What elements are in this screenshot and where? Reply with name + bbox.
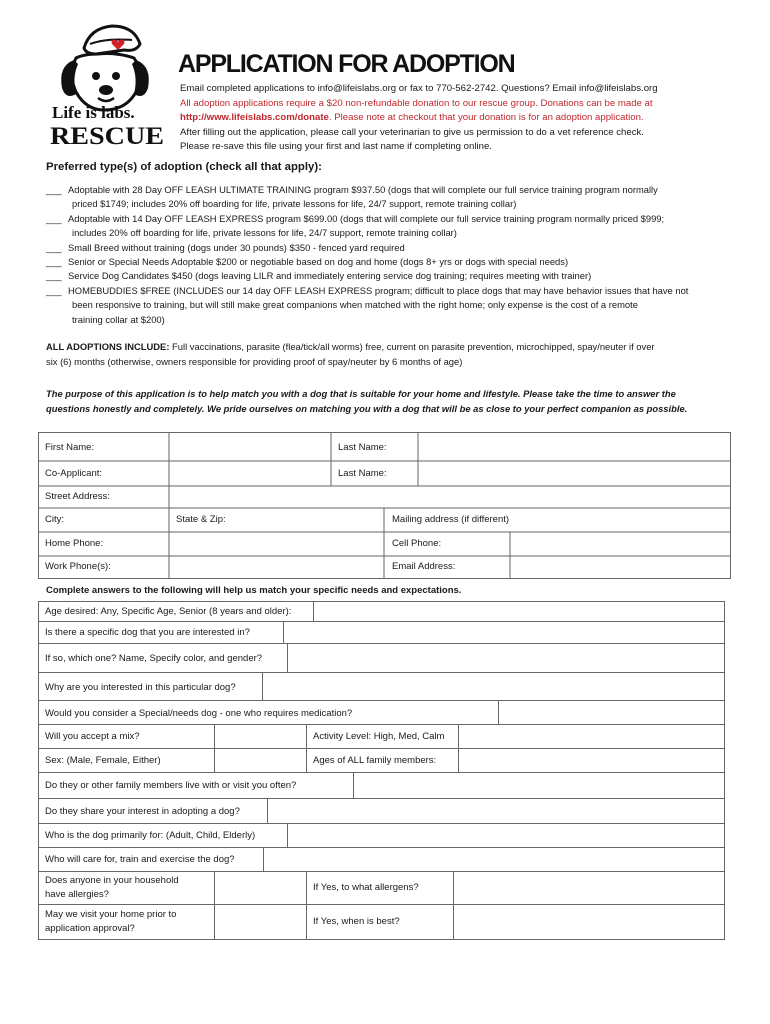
activity-level-field[interactable] (458, 724, 725, 749)
intro-vet: After filling out the application, please call your veterinarian to give us permission to do a vet reference check. (180, 126, 644, 138)
check-blank[interactable]: ___ (46, 184, 62, 195)
sex-field[interactable] (214, 748, 307, 773)
which-one-field[interactable] (287, 643, 725, 673)
allergies-field[interactable] (214, 871, 307, 905)
why-interested-label: Why are you interested in this particular dog? (45, 682, 236, 693)
cell-phone-field[interactable] (511, 533, 730, 555)
why-interested-field[interactable] (262, 672, 725, 701)
option-text-cont: priced $1749; includes 20% off boarding for life, private lessons for life, 24/7 support, remote training collar) (72, 198, 517, 210)
last-name-label: Last Name: (338, 442, 387, 453)
age-desired-field[interactable] (313, 601, 725, 622)
cell-phone-label: Cell Phone: (392, 538, 442, 549)
which-one-label: If so, which one? Name, Specify color, and gender? (45, 653, 263, 664)
check-blank[interactable]: ___ (46, 212, 62, 224)
city-label: City: (45, 514, 64, 525)
last-name-field[interactable] (419, 433, 730, 460)
activity-level-label: Activity Level: High, Med, Calm (313, 731, 445, 742)
home-phone-field[interactable] (170, 533, 383, 555)
option-text: Small Breed without training (dogs under 30 pounds) $350 - fenced yard required (68, 241, 405, 253)
check-blank[interactable]: ___ (46, 241, 62, 253)
when-best-field[interactable] (453, 904, 725, 940)
includes-label: ALL ADOPTIONS INCLUDE: (46, 341, 170, 352)
co-last-name-field[interactable] (419, 462, 730, 485)
first-name-label: First Name: (45, 442, 95, 453)
visit-field[interactable] (214, 904, 307, 940)
preferred-heading: Preferred type(s) of adoption (check all that apply): (46, 161, 322, 173)
street-address-label: Street Address: (45, 491, 110, 502)
purpose-line: The purpose of this application is to help match you with a dog that is suitable for your home and lifestyle. Please take the time to answer the (46, 388, 676, 399)
option-text: HOMEBUDDIES $FREE (INCLUDES our 14 day OFF LEASH EXPRESS program; difficult to place dogs that may have behavior issues that have not (68, 284, 689, 296)
home-phone-label: Home Phone: (45, 538, 104, 549)
option-text: Adoptable with 28 Day OFF LEASH ULTIMATE TRAINING program $937.50 (dogs that will complete our full service training program normally (68, 184, 658, 195)
option-text-cont: been responsive to training, but will still make great companions when matched with the right home; only expense is the cost of a remote (72, 299, 638, 311)
intro-email: Email completed applications to info@lifeislabs.org or fax to 770-562-2742. Questions? Email info@lifeislabs.org (180, 83, 658, 94)
option-text: Service Dog Candidates $450 (dogs leaving LILR and immediately entering service dog training; requires meeting with trainer) (68, 270, 592, 282)
family-live-label: Do they or other family members live with or visit you often? (45, 780, 297, 791)
work-phone-label: Work Phone(s): (45, 561, 111, 572)
street-address-field[interactable] (170, 487, 730, 507)
includes-text-cont: six (6) months (otherwise, owners responsible for providing proof of spay/neuter by 6 months of age) (46, 355, 463, 367)
when-best-label: If Yes, when is best? (313, 916, 400, 927)
page-title: APPLICATION FOR ADOPTION (178, 50, 515, 78)
share-interest-label: Do they share your interest in adopting a dog? (45, 806, 240, 817)
sex-label: Sex: (Male, Female, Either) (45, 755, 161, 766)
allergies-label-line: Does anyone in your household (45, 875, 179, 886)
allergens-field[interactable] (453, 871, 725, 905)
dog-for-field[interactable] (287, 823, 725, 848)
mailing-address-label: Mailing address (if different) (392, 514, 510, 525)
donate-link[interactable]: http://www.lifeislabs.com/donate (180, 112, 329, 124)
allergens-label: If Yes, to what allergens? (313, 882, 419, 893)
who-care-field[interactable] (263, 847, 725, 872)
visit-label (45, 908, 176, 935)
purpose-line: questions honestly and completely. We pride ourselves on matching you with a dog that will be as close to your perfect companion as possible. (46, 402, 688, 414)
check-blank[interactable]: ___ (46, 256, 62, 268)
option-text: Adoptable with 14 Day OFF LEASH EXPRESS program $699.00 (dogs that will complete our full service training program normally priced $999; (68, 212, 665, 224)
accept-mix-label: Will you accept a mix? (45, 731, 140, 742)
ages-family-label: Ages of ALL family members: (313, 755, 437, 766)
option-text-cont: includes 20% off boarding for life, private lessons for life, 24/7 support, remote training collar) (72, 227, 457, 239)
specific-dog-label: Is there a specific dog that you are interested in? (45, 627, 250, 638)
check-blank[interactable]: ___ (46, 284, 62, 296)
accept-mix-field[interactable] (214, 724, 307, 749)
ages-family-field[interactable] (458, 748, 725, 773)
dog-for-label: Who is the dog primarily for: (Adult, Child, Elderly) (45, 830, 256, 841)
age-desired-label: Age desired: Any, Specific Age, Senior (8 years and older): (45, 606, 292, 617)
logo-text-top: Life is labs. (52, 103, 135, 122)
co-applicant-field[interactable] (170, 462, 330, 485)
allergies-label-line: have allergies? (45, 888, 109, 900)
who-care-label: Who will care for, train and exercise the dog? (45, 854, 235, 865)
email-address-field[interactable] (511, 557, 730, 578)
option-text-cont: training collar at $200) (72, 313, 165, 325)
email-address-label: Email Address: (392, 561, 456, 572)
share-interest-field[interactable] (267, 798, 725, 824)
intro-resave: Please re-save this file using your first and last name if completing online. (180, 141, 492, 153)
visit-label-line: May we visit your home prior to (45, 909, 177, 920)
check-blank[interactable]: ___ (46, 270, 62, 282)
allergies-label (45, 874, 179, 901)
visit-label-line: application approval? (45, 922, 135, 934)
special-needs-label: Would you consider a Special/needs dog - one who requires medication? (45, 708, 353, 719)
family-live-field[interactable] (353, 772, 725, 799)
option-text: Senior or Special Needs Adoptable $200 or negotiable based on dog and home (dogs 8+ yrs or dogs with special needs) (68, 256, 569, 268)
includes-text: Full vaccinations, parasite (flea/tick/all worms) free, current on parasite prevention, microchipped, spay/neuter if over (169, 341, 655, 352)
logo-text-bottom: RESCUE (50, 123, 164, 150)
intro-donation-note: . Please note at checkout that your donation is for an adoption application. (328, 112, 644, 124)
intro-donation: All adoption applications require a $20 non-refundable donation to our rescue group. Donations can be made at (180, 97, 653, 109)
specific-dog-field[interactable] (283, 621, 725, 644)
work-phone-field[interactable] (170, 557, 383, 578)
co-last-name-label: Last Name: (338, 468, 387, 479)
state-zip-label: State & Zip: (176, 514, 226, 525)
co-applicant-label: Co-Applicant: (45, 468, 103, 479)
first-name-field[interactable] (170, 433, 330, 460)
special-needs-field[interactable] (498, 700, 725, 725)
questions-heading: Complete answers to the following will help us match your specific needs and expectations. (46, 585, 462, 596)
